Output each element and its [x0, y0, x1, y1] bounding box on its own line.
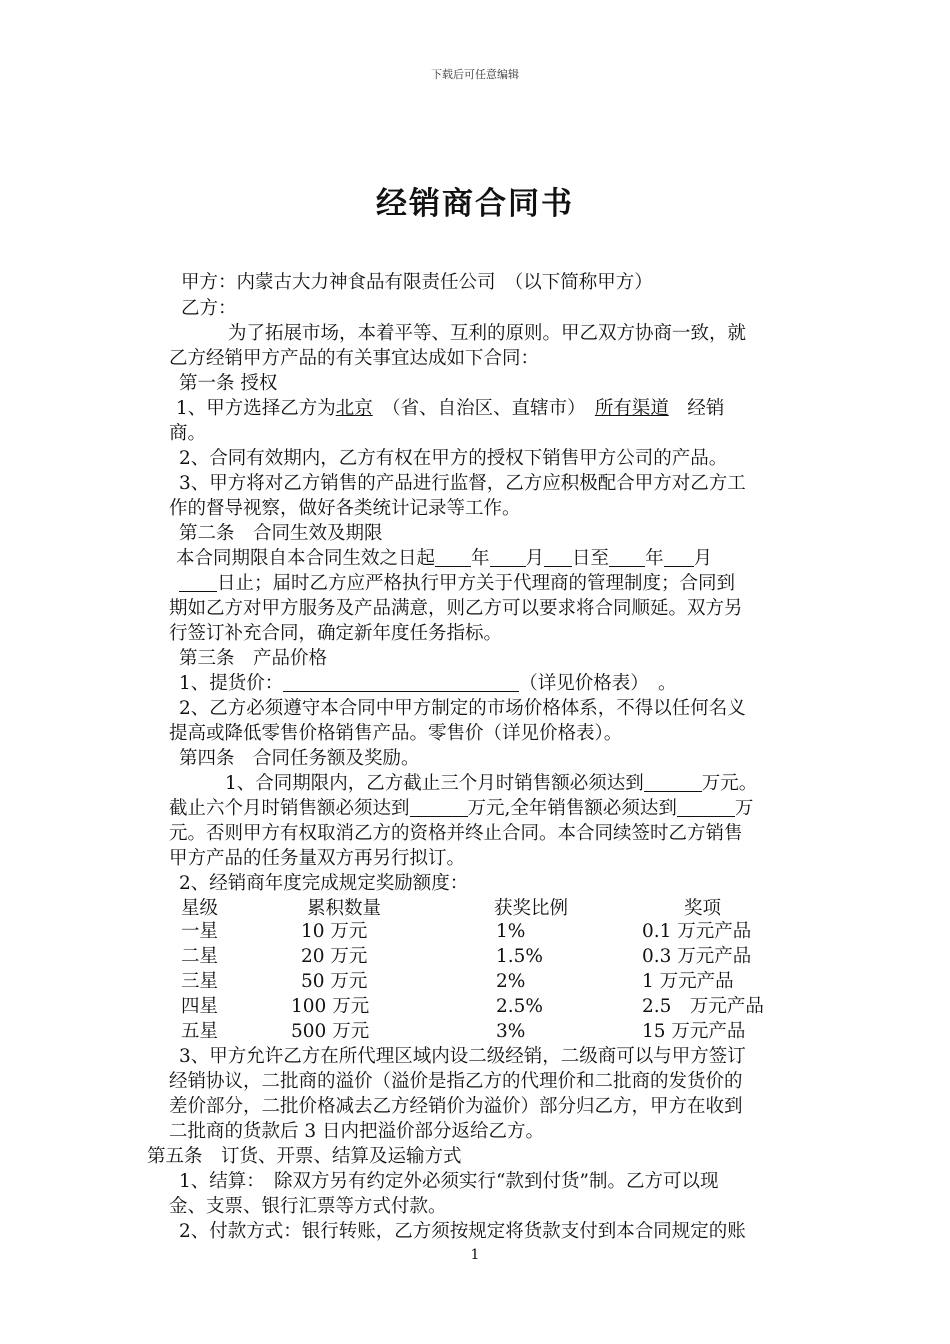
- table-header-amount: 累积数量: [307, 898, 382, 919]
- article-5-clause-1-cont: 金、支票、银行汇票等方式付款。: [169, 1196, 447, 1217]
- article-3-clause-1: 1、提货价： （详见价格表） 。: [179, 673, 677, 694]
- page-number: 1: [470, 1247, 480, 1263]
- article-4-clause-1: 1、合同期限内，乙方截止三个月时销售额必须达到 万元。: [225, 773, 758, 794]
- table-cell: 四星: [181, 996, 219, 1017]
- end-year-blank: [609, 548, 645, 567]
- party-a-label: 甲方：: [181, 272, 237, 293]
- article-5-clause-2: 2、付款方式：银行转账，乙方须按规定将货款支付到本合同规定的账: [179, 1221, 746, 1242]
- table-cell: 1 万元产品: [642, 971, 734, 992]
- table-cell: 500 万元: [291, 1021, 370, 1042]
- table-cell: 15 万元产品: [642, 1021, 746, 1042]
- intro-line-2: 乙方经销甲方产品的有关事宜达成如下合同：: [169, 348, 540, 369]
- article-1-clause-3-cont: 作的督导视察，做好各类统计记录等工作。: [169, 498, 521, 519]
- article-4-clause-3: 3、甲方允许乙方在所代理区域内设二级经销，二级商可以与甲方签订: [179, 1046, 746, 1067]
- article-4-clause-1-cont-2: 元。否则甲方有权取消乙方的资格并终止合同。本合同续签时乙方销售: [169, 823, 743, 844]
- table-cell: 三星: [181, 971, 219, 992]
- article-4-clause-1-cont-1: 截止六个月时销售额必须达到 万元,全年销售额必须达到 万: [169, 798, 754, 819]
- start-day-blank: [544, 548, 572, 567]
- article-5-title: 第五条 订货、开票、结算及运输方式: [147, 1146, 462, 1167]
- article-4-clause-3-cont-3: 二批商的货款后 3 日内把溢价部分返给乙方。: [169, 1121, 545, 1142]
- document-title: 经销商合同书: [376, 186, 574, 222]
- party-a-note: （以下简称甲方）: [514, 272, 653, 293]
- article-4-clause-2: 2、经销商年度完成规定奖励额度：: [179, 873, 469, 894]
- article-1-clause-3: 3、甲方将对乙方销售的产品进行监督，乙方应积极配合甲方对乙方工: [179, 473, 746, 494]
- article-4-title: 第四条 合同任务额及奖励。: [179, 748, 420, 769]
- table-cell: 20 万元: [301, 946, 368, 967]
- pickup-price-blank: [283, 673, 519, 692]
- article-2-title: 第二条 合同生效及期限: [179, 523, 383, 544]
- table-cell: 一星: [181, 921, 219, 942]
- start-year-blank: [435, 548, 471, 567]
- channel-field: 所有渠道: [594, 398, 669, 419]
- article-1-title: 第一条 授权: [179, 373, 278, 394]
- article-3-clause-2-cont: 提高或降低零售价格销售产品。零售价（详见价格表）。: [169, 723, 623, 744]
- table-cell: 50 万元: [301, 971, 368, 992]
- intro-line-1: 为了拓展市场，本着平等、互利的原则。甲乙双方协商一致，就: [228, 323, 747, 344]
- page-header-note: 下载后可任意编辑: [431, 68, 519, 81]
- article-5-clause-1: 1、结算： 除双方另有约定外必须实行“款到付货”制。乙方可以现: [179, 1171, 719, 1192]
- end-day-blank: [179, 573, 217, 592]
- table-header-level: 星级: [181, 898, 219, 919]
- q1-target-blank: [644, 773, 702, 792]
- table-cell: 2%: [496, 971, 526, 992]
- table-cell: 2.5%: [496, 996, 543, 1017]
- party-a-line: [181, 271, 653, 295]
- table-cell: 100 万元: [291, 996, 370, 1017]
- table-cell: 1.5%: [496, 946, 543, 967]
- half-year-target-blank: [410, 798, 468, 817]
- region-field: 北京: [335, 398, 373, 419]
- table-cell: 3%: [496, 1021, 526, 1042]
- end-month-blank: [664, 548, 694, 567]
- article-2-term-line: 本合同期限自本合同生效之日起 年 月 日至 年 月: [176, 548, 713, 569]
- article-4-clause-3-cont-1: 经销协议，二批商的溢价（溢价是指乙方的代理价和二批商的发货价的: [169, 1071, 743, 1092]
- article-3-title: 第三条 产品价格: [179, 648, 328, 669]
- party-b-label: 乙方：: [181, 298, 237, 319]
- table-cell: 0.1 万元产品: [642, 921, 752, 942]
- table-cell: 0.3 万元产品: [642, 946, 752, 967]
- article-2-body-1: 日止；届时乙方应严格执行甲方关于代理商的管理制度；合同到: [179, 572, 735, 596]
- table-cell: 五星: [181, 1021, 219, 1042]
- table-cell: 10 万元: [301, 921, 368, 942]
- article-3-clause-2: 2、乙方必须遵守本合同中甲方制定的市场价格体系，不得以任何名义: [179, 698, 746, 719]
- table-header-prize: 奖项: [684, 898, 722, 919]
- article-2-body-3: 行签订补充合同，确定新年度任务指标。: [169, 623, 503, 644]
- start-month-blank: [490, 548, 526, 567]
- table-cell: 2.5 万元产品: [642, 996, 764, 1017]
- article-2-body-2: 期如乙方对甲方服务及产品满意，则乙方可以要求将合同顺延。双方另: [169, 598, 743, 619]
- table-cell: 二星: [181, 946, 219, 967]
- annual-target-blank: [677, 798, 735, 817]
- article-1-clause-1: 1、甲方选择乙方为北京 （省、自治区、直辖市） 所有渠道 经销: [176, 398, 725, 419]
- article-1-clause-2: 2、合同有效期内，乙方有权在甲方的授权下销售甲方公司的产品。: [179, 448, 728, 469]
- article-1-clause-1-cont: 商。: [169, 423, 207, 444]
- party-a-name: 内蒙古大力神食品有限责任公司: [236, 272, 496, 293]
- article-4-clause-1-cont-3: 甲方产品的任务量双方再另行拟订。: [169, 848, 466, 869]
- table-cell: 1%: [496, 921, 526, 942]
- table-header-ratio: 获奖比例: [494, 898, 569, 919]
- article-4-clause-3-cont-2: 差价部分，二批价格减去乙方经销价为溢价）部分归乙方，甲方在收到: [169, 1096, 743, 1117]
